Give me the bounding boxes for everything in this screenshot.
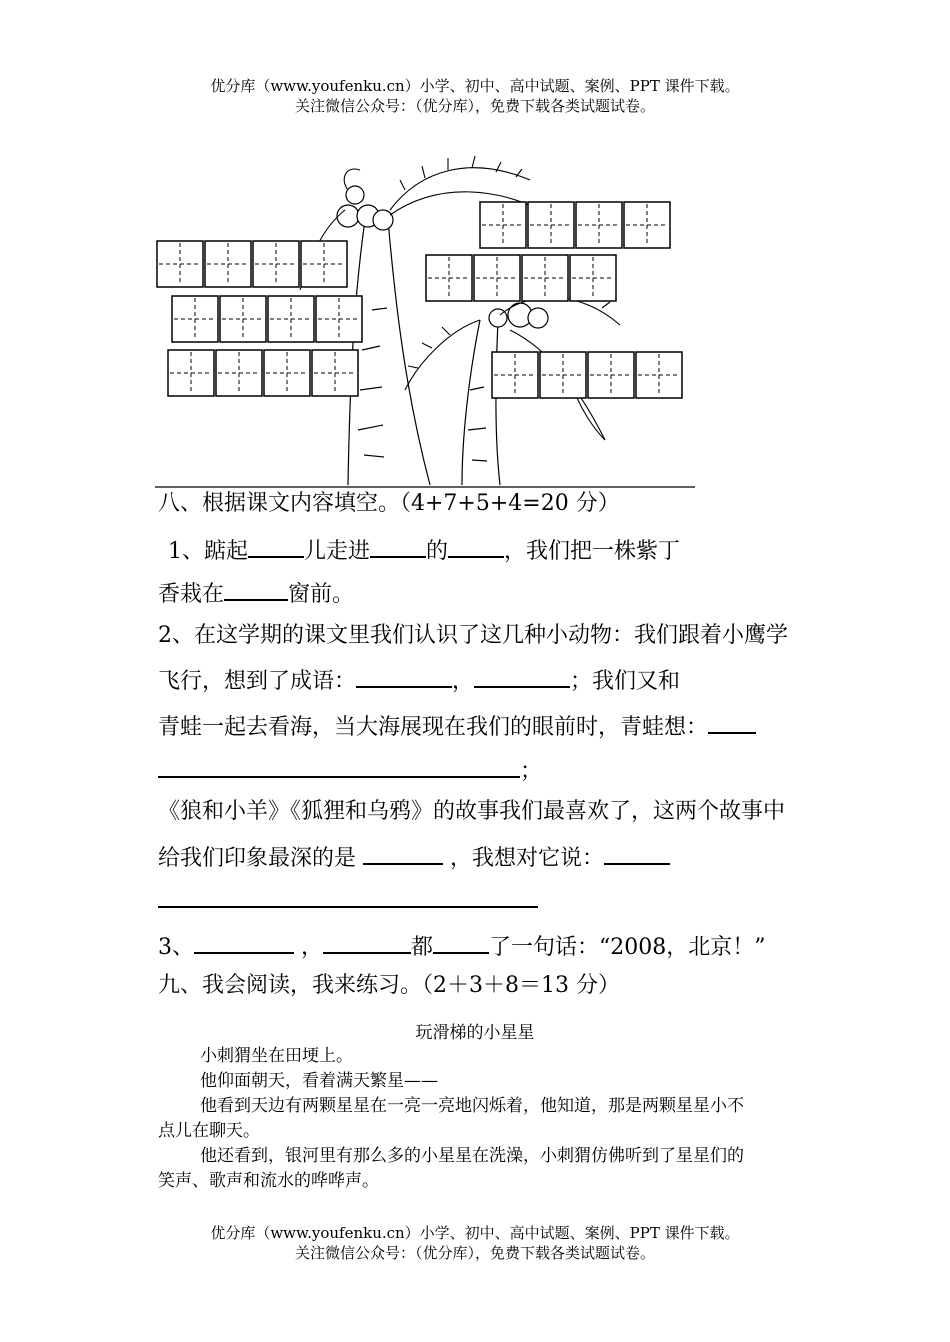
text: ，	[452, 669, 475, 694]
answer-blank[interactable]	[158, 754, 520, 778]
text: 都	[411, 935, 434, 960]
story-line-1: 小刺猬坐在田埂上。	[200, 1046, 353, 1066]
writing-grid-4	[172, 296, 362, 342]
header-line-2: 关注微信公众号：（优分库），免费下载各类试题试卷。	[294, 97, 655, 115]
writing-grid-6	[492, 352, 682, 398]
text: 了一句话：“2008，北京！”	[489, 935, 766, 960]
answer-blank[interactable]	[158, 884, 538, 908]
question-2-line-1: 2、在这学期的课文里我们认识了这几种小动物：我们跟着小鹰学	[158, 623, 788, 648]
question-2-line-3	[158, 710, 756, 743]
question-2-line-7	[158, 884, 538, 917]
text: ；我们又和	[570, 669, 681, 694]
text: 的	[426, 539, 449, 564]
section-8-title: 八、根据课文内容填空。（4+7+5+4=20 分）	[158, 491, 620, 516]
question-2-line-4	[158, 754, 542, 787]
question-2-line-6	[158, 841, 670, 874]
footer-line-1: 优分库（www.youfenku.cn）小学、初中、高中试题、案例、PPT 课件下载。	[210, 1224, 740, 1242]
text: ，我们把一株紫丁	[504, 539, 681, 564]
text: 青蛙一起去看海，当大海展现在我们的眼前时，青蛙想：	[158, 715, 709, 740]
answer-blank[interactable]	[474, 664, 570, 688]
text: 3、	[158, 935, 194, 960]
story-line-4: 点儿在聊天。	[158, 1121, 260, 1141]
answer-blank[interactable]	[363, 841, 443, 865]
writing-grid-2	[157, 241, 347, 287]
page-header	[0, 76, 950, 116]
answer-blank[interactable]	[433, 930, 489, 954]
answer-blank[interactable]	[708, 710, 756, 734]
text: ，	[301, 935, 324, 960]
question-3-line	[158, 930, 766, 963]
story-line-3: 他看到天边有两颗星星在一亮一亮地闪烁着，他知道，那是两颗星星小不	[200, 1096, 744, 1116]
answer-blank[interactable]	[448, 534, 504, 558]
question-1-line-1	[168, 534, 680, 567]
question-1-line-2	[158, 577, 354, 610]
story-line-5: 他还看到，银河里有那么多的小星星在洗澡，小刺猬仿佛听到了星星们的	[200, 1146, 744, 1166]
text: 1、踮起	[168, 539, 248, 564]
writing-grid-3	[426, 255, 616, 301]
writing-grid-1	[480, 202, 670, 248]
answer-blank[interactable]	[356, 664, 452, 688]
text: 儿走进	[304, 539, 371, 564]
writing-grid-5	[168, 350, 358, 396]
answer-blank[interactable]	[604, 841, 670, 865]
text: ；	[520, 759, 543, 784]
text: 窗前。	[288, 582, 355, 607]
section-9-title: 九、我会阅读，我来练习。（2＋3＋8＝13 分）	[158, 973, 620, 998]
footer-line-2: 关注微信公众号：（优分库），免费下载各类试题试卷。	[294, 1244, 655, 1262]
text: 香栽在	[158, 582, 225, 607]
answer-blank[interactable]	[323, 930, 411, 954]
question-2-line-5: 《狼和小羊》《狐狸和乌鸦》的故事我们最喜欢了，这两个故事中	[158, 799, 786, 824]
page-footer	[0, 1223, 950, 1263]
answer-blank[interactable]	[194, 930, 294, 954]
answer-blank[interactable]	[224, 577, 288, 601]
answer-blank[interactable]	[370, 534, 426, 558]
header-line-1: 优分库（www.youfenku.cn）小学、初中、高中试题、案例、PPT 课件下载。	[210, 77, 740, 95]
story-line-2: 他仰面朝天，看着满天繁星——	[200, 1071, 438, 1091]
coconut-tree-illustration	[150, 150, 710, 495]
text: 给我们印象最深的是	[158, 846, 357, 871]
story-line-6: 笑声、歌声和流水的哗哗声。	[158, 1171, 379, 1191]
text: 飞行，想到了成语：	[158, 669, 357, 694]
story-title: 玩滑梯的小星星	[415, 1023, 535, 1043]
answer-blank[interactable]	[248, 534, 304, 558]
text: ，我想对它说：	[450, 846, 605, 871]
question-2-line-2	[158, 664, 680, 697]
